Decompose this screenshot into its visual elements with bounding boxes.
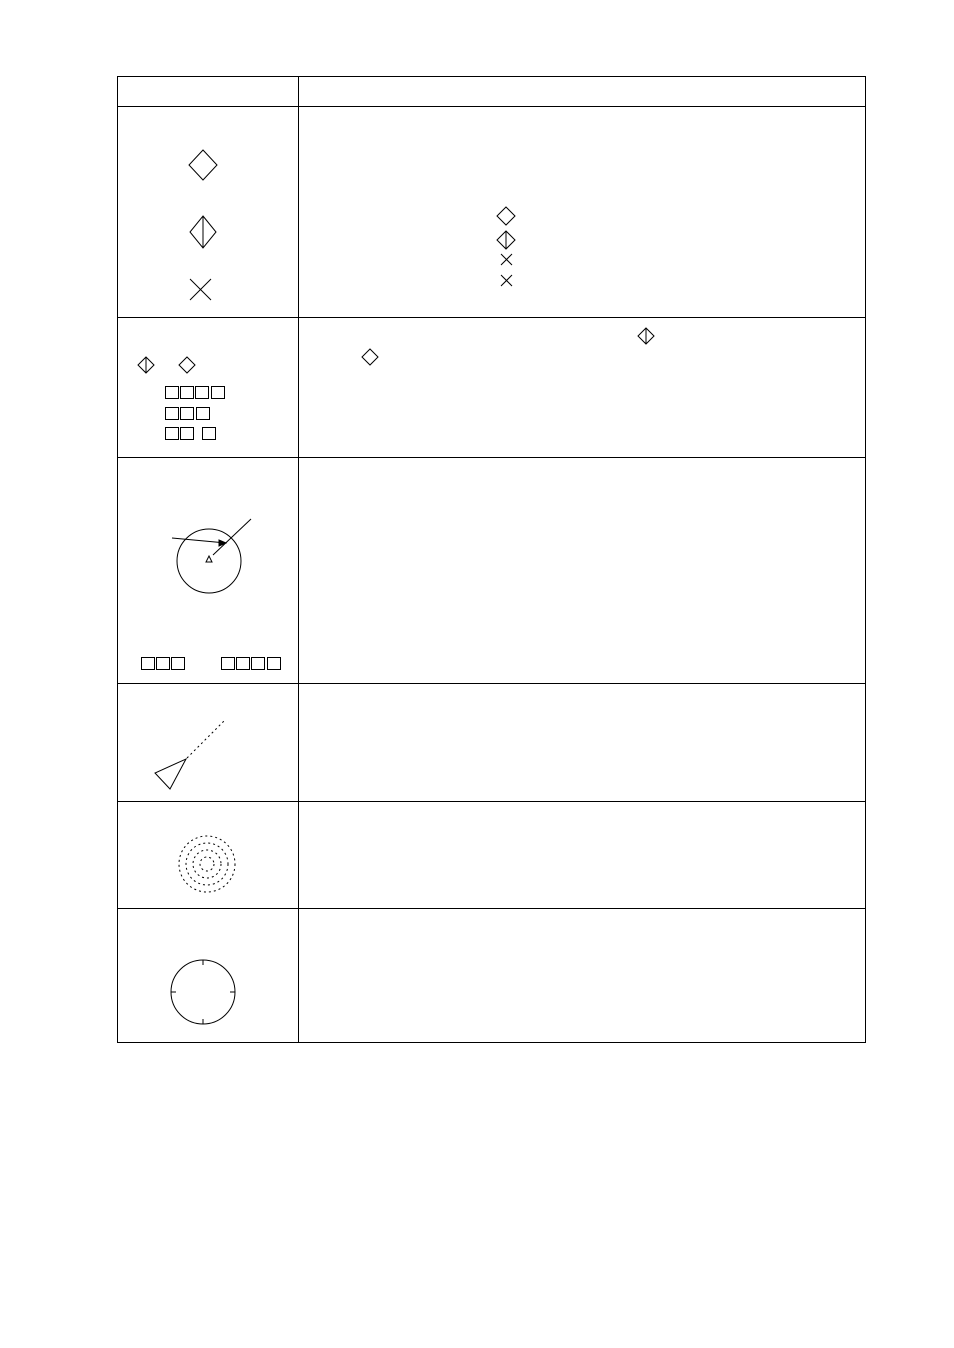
number-box <box>196 387 209 399</box>
small-split-diamond-icon <box>497 231 515 249</box>
dotted-heading-line <box>187 720 225 758</box>
number-box <box>142 658 155 670</box>
number-box-row <box>166 387 225 399</box>
cross-icon <box>190 279 211 300</box>
dotted-ring <box>200 857 214 871</box>
number-box <box>157 658 170 670</box>
dotted-ring <box>186 843 228 885</box>
small-diamond-icon <box>497 207 515 225</box>
inline-split-diamond-icon <box>638 328 654 344</box>
dotted-ring <box>179 836 235 892</box>
number-box <box>222 658 235 670</box>
zone-circle <box>177 529 241 593</box>
dotted-ring <box>193 850 221 878</box>
row-own-ship-heading-line <box>155 720 225 789</box>
inline-diamond-icon <box>362 349 378 365</box>
triangle-icon <box>155 759 186 789</box>
split-diamond-icon <box>190 216 216 248</box>
number-box <box>181 408 194 420</box>
number-box <box>197 408 210 420</box>
diamond-icon <box>179 357 195 373</box>
row-dotted-rings <box>179 836 235 892</box>
number-box <box>237 658 250 670</box>
number-box <box>181 428 194 440</box>
row-range-circle <box>171 960 235 1024</box>
diamond-icon <box>189 150 217 180</box>
small-cross-icon <box>501 254 512 265</box>
symbol-table <box>117 76 866 1043</box>
number-box <box>212 387 225 399</box>
split-diamond-icon <box>138 357 154 373</box>
small-cross-icon <box>501 275 512 286</box>
number-box <box>181 387 194 399</box>
number-box <box>252 658 265 670</box>
number-box <box>268 658 281 670</box>
row-target-plot-symbols <box>189 150 515 300</box>
number-box-row <box>142 658 185 670</box>
own-ship-marker-icon <box>206 556 212 562</box>
heading-line <box>213 519 251 555</box>
number-box <box>166 387 179 399</box>
row-target-number-symbols <box>138 328 654 440</box>
table-border <box>118 77 866 1043</box>
range-circle <box>171 960 235 1024</box>
arrow-icon <box>172 538 226 546</box>
number-box-row <box>222 658 281 670</box>
number-box-row <box>166 408 210 420</box>
number-box-row <box>166 428 216 440</box>
row-guard-zone-vector <box>142 519 281 670</box>
number-box <box>166 408 179 420</box>
number-box <box>166 428 179 440</box>
number-box <box>203 428 216 440</box>
table-grid <box>117 76 866 1043</box>
number-box <box>172 658 185 670</box>
